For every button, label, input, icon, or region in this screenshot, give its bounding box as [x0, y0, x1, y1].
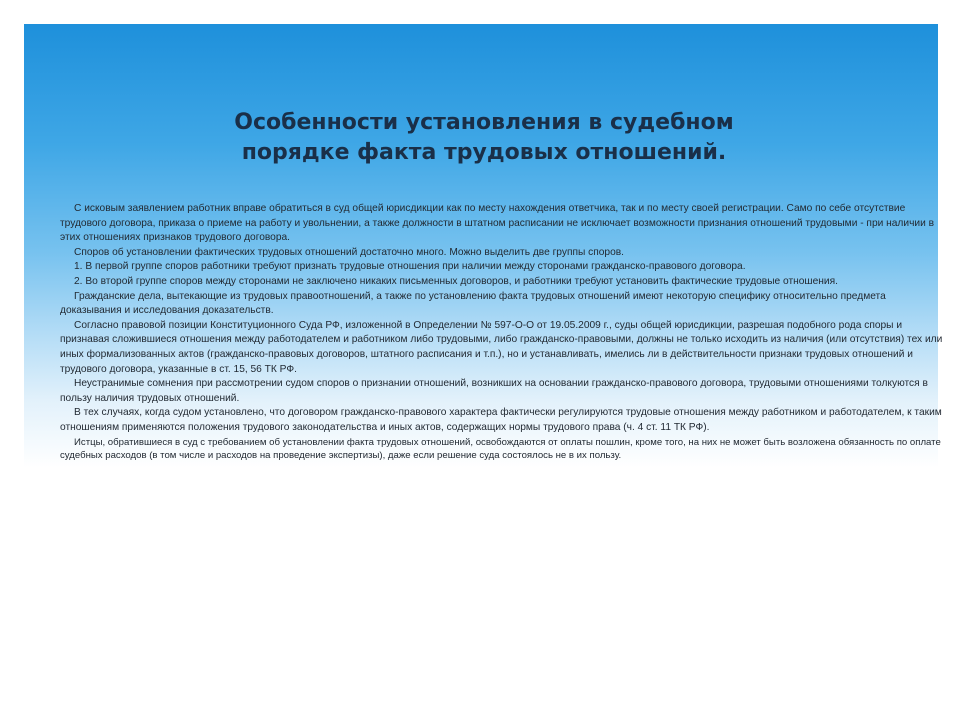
slide-panel [24, 24, 943, 696]
slide-title-line-1: Особенности установления в судебном [234, 110, 734, 135]
slide-title-line-2: порядке факта трудовых отношений. [241, 140, 727, 165]
body-paragraph-group-2: 2. Во второй группе споров между сторонами не заключено никаких письменных договоров, и работники требуют установить фактические трудовые отношения. [74, 275, 838, 287]
body-paragraph-jurisdiction: С исковым заявлением работник вправе обратиться в суд общей юрисдикции как по месту нахождения ответчика, так и по месту своей регистрации. Само по себе отсутствие трудового договора, приказа о приеме на работу и увольнении, а также должности в штатном расписании не исключает возможности признания отношений трудовыми - при наличии в этих отношениях признаков трудового договора. [60, 203, 934, 244]
slide-body [60, 202, 944, 463]
body-paragraph-groups-intro: Споров об установлении фактических трудовых отношений достаточно много. Можно выделить две группы споров. [74, 246, 624, 258]
body-paragraph-civil-contract: В тех случаях, когда судом установлено, что договором гражданско-правового характера фактически регулируются трудовые отношения между работником и работодателем, к таким отношениям применяются положения трудового законодательства и иных актов, содержащих нормы трудового права (ч. 4 ст. 11 ТК РФ). [60, 407, 942, 433]
slide-title [84, 108, 884, 168]
body-paragraph-constitutional-court: Согласно правовой позиции Конституционного Суда РФ, изложенной в Определении № 597-О-О от 19.05.2009 г., суды общей юрисдикции, разрешая подобного рода споры и признавая сложившиеся отношения между работодателем и работником либо трудовыми, либо гражданско-правовыми, должны не только исходить из наличия (или отсутствия) тех или иных формализованных актов (гражданско-правовых договоров, штатного расписания и т.п.), но и устанавливать, имелись ли в действительности признаки трудовых отношений и трудового договора, указанные в ст. 15, 56 ТК РФ. [60, 319, 943, 375]
body-paragraph-group-1: 1. В первой группе споров работники требуют признать трудовые отношения при наличии между сторонами гражданско-правового договора. [74, 261, 746, 273]
body-paragraph-specifics: Гражданские дела, вытекающие из трудовых правоотношений, а также по установлению факта трудовых отношений имеют некоторую специфику относительно предмета доказывания и исследования доказательств. [60, 290, 886, 317]
body-paragraph-doubts: Неустранимые сомнения при рассмотрении судом споров о признании отношений, возникших на основании гражданско-правового договора, трудовыми отношениями толкуются в пользу наличия трудовых отношений. [60, 378, 928, 404]
body-paragraph-court-fees: Истцы, обратившиеся в суд с требованием об установлении факта трудовых отношений, освобождаются от оплаты пошлин, кроме того, на них не может быть возложена обязанность по оплате судебных расходов (в том числе и расходов на проведение экспертизы), даже если решение суда состоялось не в их пользу. [60, 436, 941, 462]
